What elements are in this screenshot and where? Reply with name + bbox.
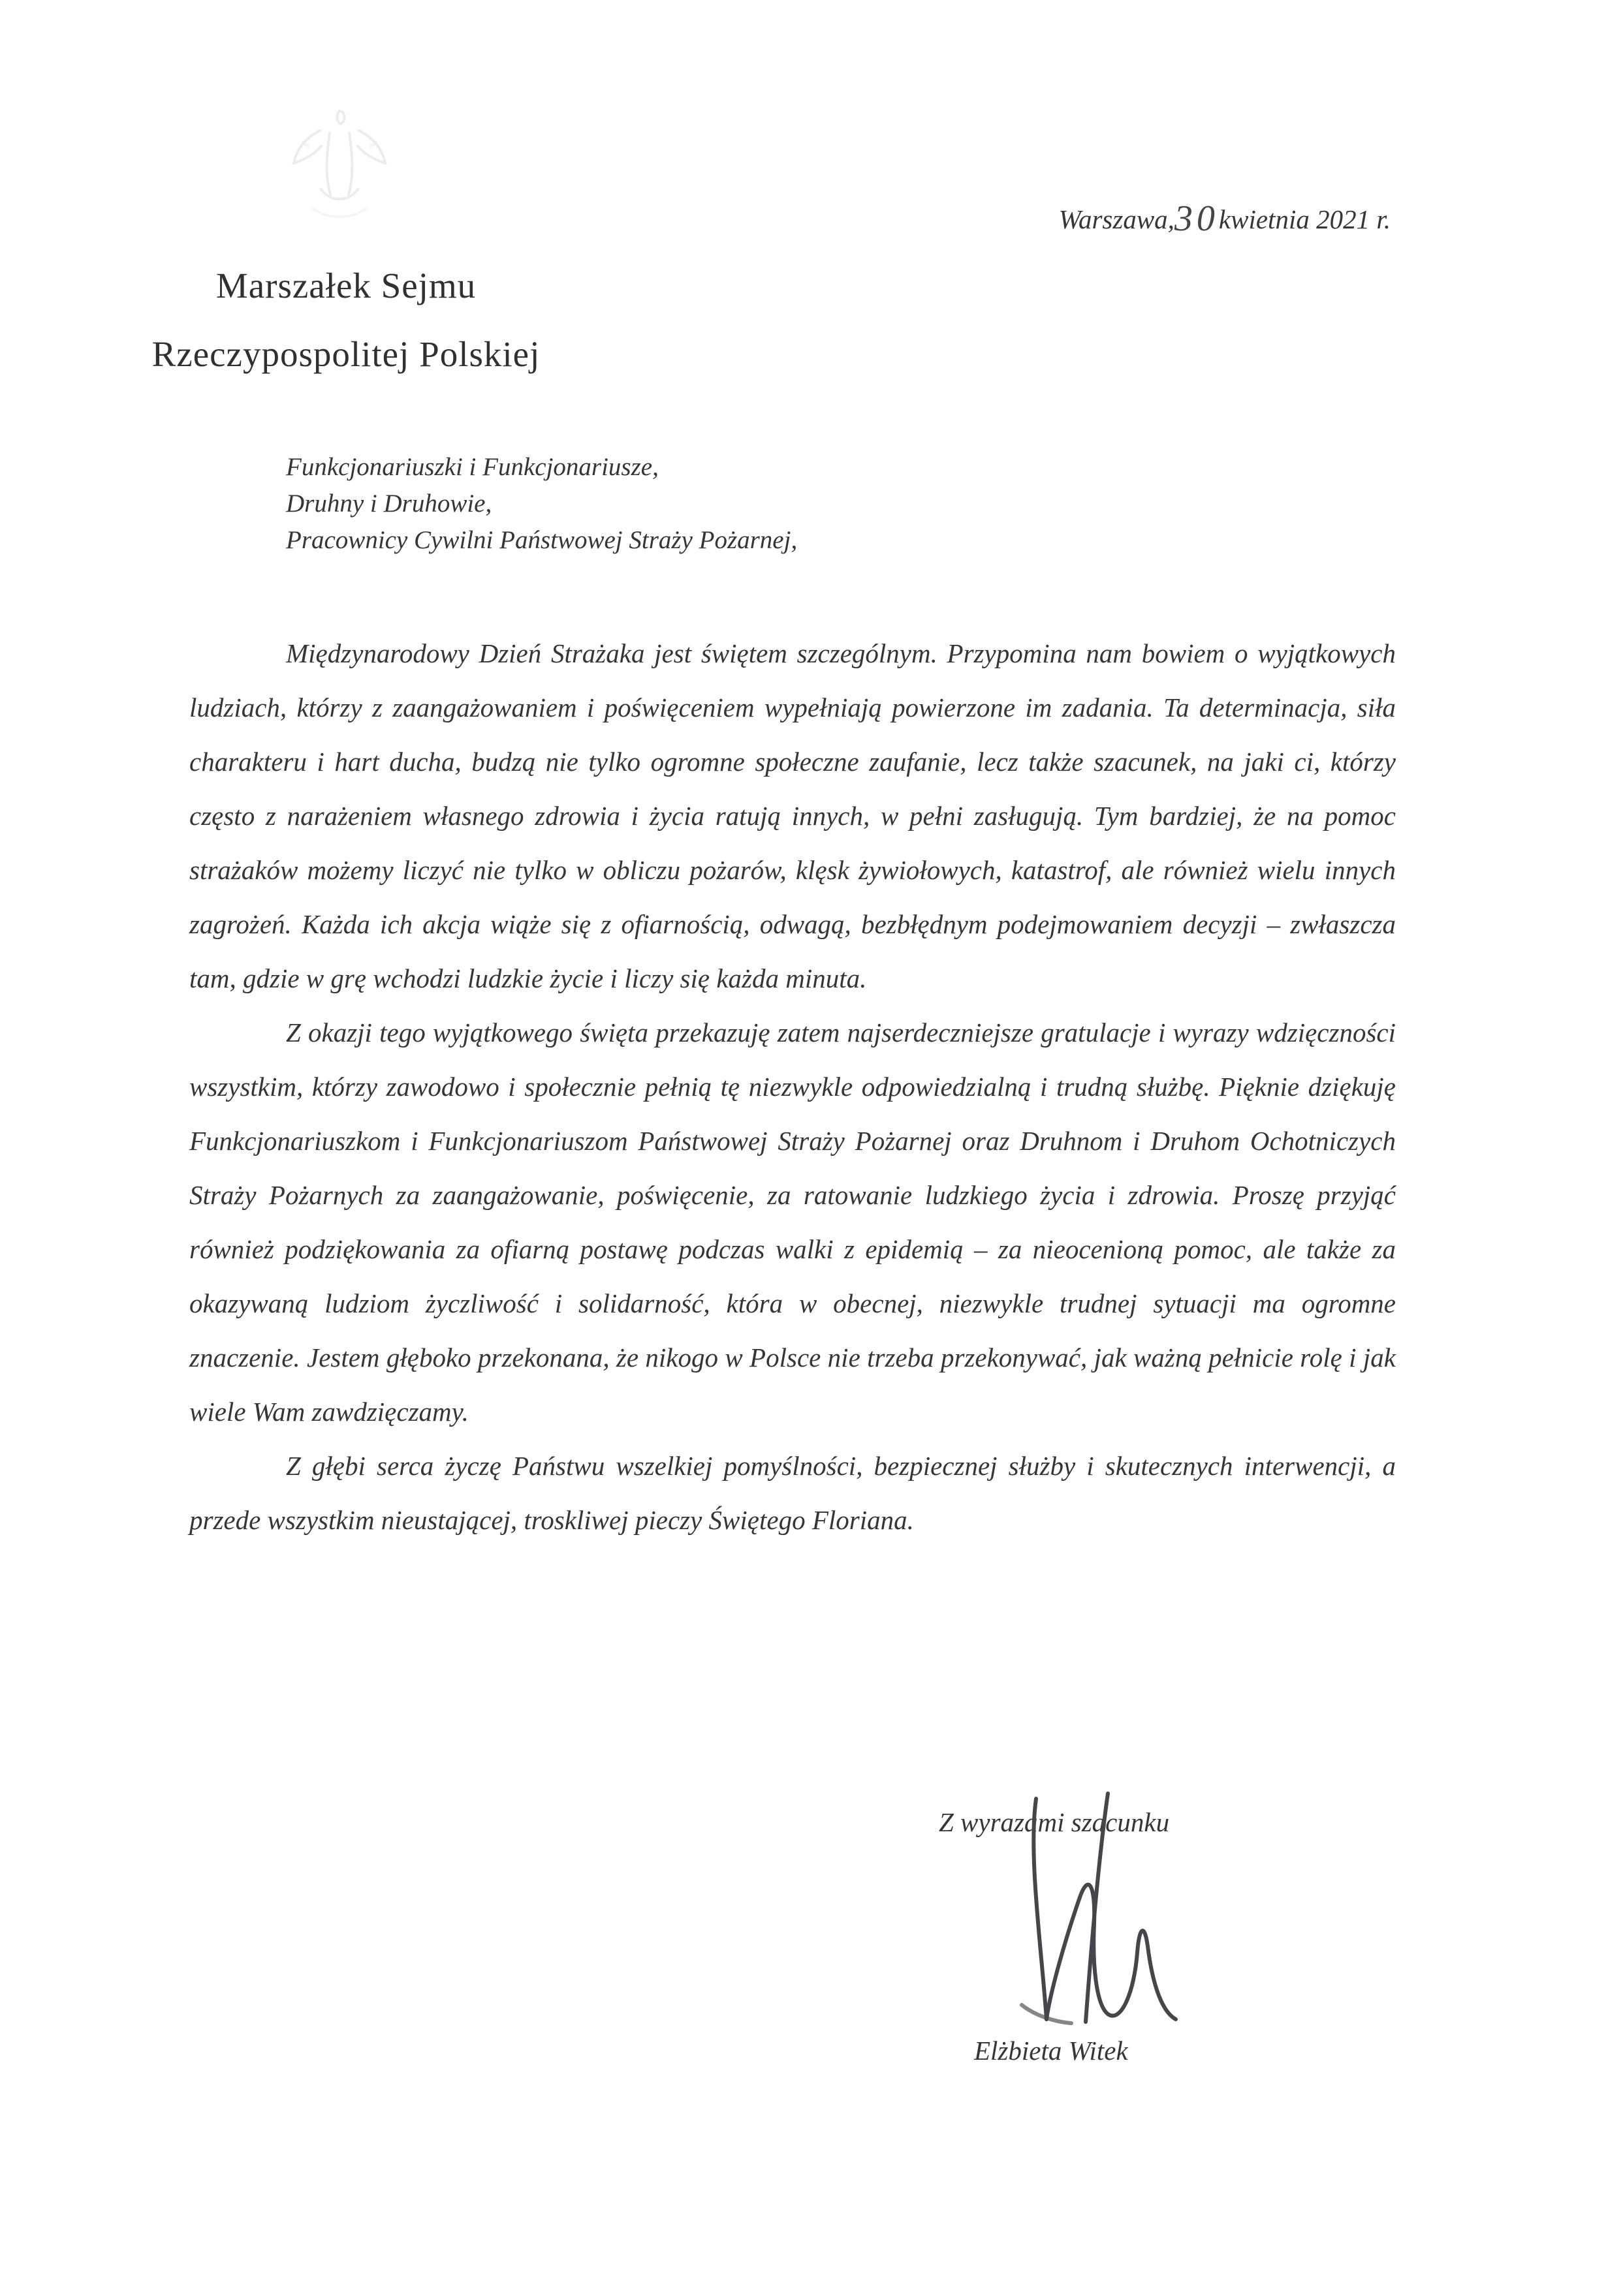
body-paragraph-1: Międzynarodowy Dzień Strażaka jest świętem szczególnym. Przypomina nam bowiem o wyjątkowych ludziach, którzy z zaangażowaniem i poświęceniem wypełniają powierzone im zadania. Ta determinacja, siła charakteru i hart ducha, budzą nie tylko ogromne społeczne zaufanie, lecz także szacunek, na jaki ci, którzy często z narażeniem własnego zdrowia i życia ratują innych, w pełni zasługują. Tym bardziej, że na pomoc strażaków możemy liczyć nie tylko w obliczu pożarów, klęsk żywiołowych, katastrof, ale również wielu innych zagrożeń. Każda ich akcja wiąże się z ofiarnością, odwagą, bezbłędnym podejmowaniem decyzji – zwłaszcza tam, gdzie w grę wchodzi ludzkie życie i liczy się każda minuta. xyxy=(189,638,1396,993)
date-city: Warszawa, xyxy=(1058,204,1174,234)
polish-eagle-emblem-watermark xyxy=(274,91,405,241)
salutation-line2: Druhny i Druhowie, xyxy=(286,489,492,518)
closing-phrase: Z wyrazami szacunku xyxy=(939,1807,1170,1837)
salutation-line1: Funkcjonariuszki i Funkcjonariusze, xyxy=(286,453,659,481)
salutation-block xyxy=(286,449,797,559)
signatory-name: Elżbieta Witek xyxy=(974,2036,1128,2066)
date-month-year: kwietnia 2021 r. xyxy=(1218,204,1391,234)
date-day-handwritten: 30 xyxy=(1174,198,1219,239)
letterhead-line1: Marszałek Sejmu xyxy=(215,266,477,305)
letter-body xyxy=(189,627,1396,1547)
letterhead-line2: Rzeczypospolitej Polskiej xyxy=(151,334,541,374)
salutation-line3: Pracownicy Cywilni Państwowej Straży Pożarnej, xyxy=(286,526,798,554)
handwritten-signature xyxy=(1009,1790,1185,2051)
body-paragraph-2: Z okazji tego wyjątkowego święta przekazuję zatem najserdeczniejsze gratulacje i wyrazy wdzięczności wszystkim, którzy zawodowo i społecznie pełnią tę niezwykle odpowiedzialną i trudną służbę. Pięknie dziękuję Funkcjonariuszkom i Funkcjonariuszom Państwowej Straży Pożarnej oraz Druhnom i Druhom Ochotniczych Straży Pożarnych za zaangażowanie, poświęcenie, za ratowanie ludzkiego życia i zdrowia. Proszę przyjąć również podziękowania za ofiarną postawę podczas walki z epidemią – za nieocenioną pomoc, ale także za okazywaną ludziom życzliwość i solidarność, która w obecnej, niezwykle trudnej sytuacji ma ogromne znaczenie. Jestem głęboko przekonana, że nikogo w Polsce nie trzeba przekonywać, jak ważną pełnicie rolę i jak wiele Wam zawdzięczamy. xyxy=(189,1017,1396,1427)
letterhead xyxy=(134,251,558,388)
body-paragraph-3: Z głębi serca życzę Państwu wszelkiej pomyślności, bezpiecznej służby i skutecznych interwencji, a przede wszystkim nieustającej, troskliwej pieczy Świętego Floriana. xyxy=(189,1451,1396,1535)
date-line xyxy=(1059,196,1391,238)
